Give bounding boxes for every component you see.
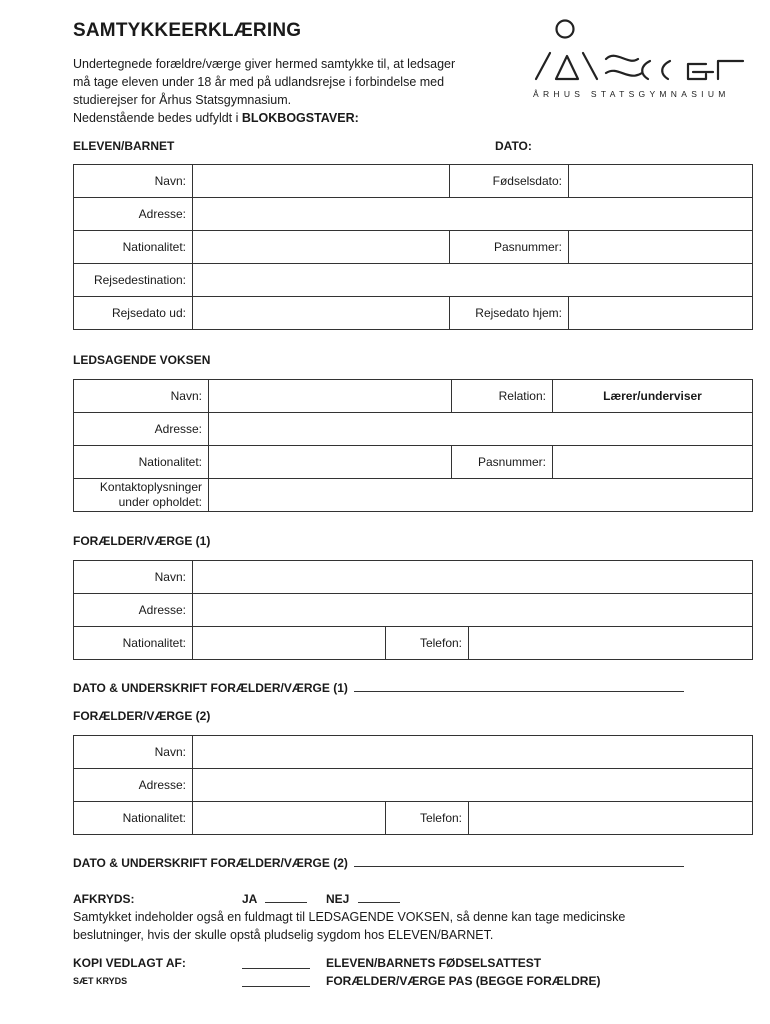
guardian1-nationality-label: Nationalitet: [74, 627, 193, 660]
escort-relation-label: Relation: [452, 380, 553, 413]
table-row [74, 165, 753, 198]
tick-label: SÆT KRYDS [73, 976, 128, 986]
instruction-line: Nedenstående bedes udfyldt i BLOKBOGSTAVER: [73, 111, 359, 125]
no-option [326, 892, 400, 906]
instruction-bold: BLOKBOGSTAVER: [241, 111, 359, 125]
consent-text [73, 908, 753, 944]
student-nationality-label: Nationalitet: [74, 231, 193, 264]
guardian1-heading: FORÆLDER/VÆRGE (1) [73, 534, 211, 548]
passport-checkbox-line[interactable] [242, 974, 310, 987]
escort-table [73, 379, 753, 512]
table-row [74, 627, 753, 660]
student-address-field[interactable] [193, 198, 753, 231]
table-row [74, 479, 753, 512]
logo-text: ÅRHUS STATSGYMNASIUM [533, 89, 730, 99]
intro-line-1: Undertegnede forældre/værge giver hermed samtykke til, at ledsager [73, 57, 456, 71]
intro-text [73, 55, 513, 127]
guardian2-address-label: Adresse: [74, 769, 193, 802]
student-heading: ELEVEN/BARNET [73, 139, 175, 153]
escort-name-label: Navn: [74, 380, 209, 413]
escort-nationality-field[interactable] [209, 446, 452, 479]
table-row [74, 561, 753, 594]
copy-label: KOPI VEDLAGT AF: [73, 956, 186, 970]
escort-heading: LEDSAGENDE VOKSEN [73, 353, 211, 367]
student-table [73, 164, 753, 330]
depart-date-label: Rejsedato ud: [74, 297, 193, 330]
check-label: AFKRYDS: [73, 892, 135, 906]
table-row [74, 198, 753, 231]
escort-contact-line-2: under opholdet: [118, 495, 202, 509]
student-name-label: Navn: [74, 165, 193, 198]
student-birthdate-field[interactable] [569, 165, 753, 198]
table-row [74, 413, 753, 446]
guardian1-nationality-field[interactable] [193, 627, 386, 660]
guardian2-name-field[interactable] [193, 736, 753, 769]
depart-date-field[interactable] [193, 297, 450, 330]
escort-contact-field[interactable] [209, 479, 753, 512]
table-row [74, 802, 753, 835]
escort-contact-label [74, 479, 209, 512]
guardian2-phone-field[interactable] [469, 802, 753, 835]
no-label: NEJ [326, 892, 350, 906]
guardian1-address-label: Adresse: [74, 594, 193, 627]
guardian2-nationality-field[interactable] [193, 802, 386, 835]
guardian1-address-field[interactable] [193, 594, 753, 627]
guardian1-name-label: Navn: [74, 561, 193, 594]
guardian2-address-field[interactable] [193, 769, 753, 802]
guardian2-table [73, 735, 753, 835]
destination-field[interactable] [193, 264, 753, 297]
guardian2-signature-line[interactable] [354, 866, 684, 867]
escort-relation-value: Lærer/underviser [553, 380, 753, 413]
guardian1-phone-field[interactable] [469, 627, 753, 660]
intro-line-2: må tage eleven under 18 år med på udlandsrejse i forbindelse med [73, 75, 445, 89]
guardian1-signature [73, 681, 684, 695]
table-row [74, 264, 753, 297]
intro-line-3: studierejser for Århus Statsgymnasium. [73, 93, 292, 107]
escort-address-label: Adresse: [74, 413, 209, 446]
passport-copy-label: FORÆLDER/VÆRGE PAS (BEGGE FORÆLDRE) [326, 974, 601, 988]
escort-address-field[interactable] [209, 413, 753, 446]
date-label: DATO: [495, 139, 532, 153]
table-row [74, 380, 753, 413]
escort-contact-line-1: Kontaktoplysninger [99, 480, 202, 494]
return-date-label: Rejsedato hjem: [450, 297, 569, 330]
escort-name-field[interactable] [209, 380, 452, 413]
escort-passport-field[interactable] [553, 446, 753, 479]
yes-checkbox-line[interactable] [265, 902, 307, 903]
guardian2-phone-label: Telefon: [386, 802, 469, 835]
consent-line-2: beslutninger, hvis der skulle opstå pludselig sygdom hos ELEVEN/BARNET. [73, 928, 494, 942]
table-row [74, 446, 753, 479]
table-row [74, 297, 753, 330]
guardian1-signature-line[interactable] [354, 691, 684, 692]
guardian2-name-label: Navn: [74, 736, 193, 769]
guardian2-signature [73, 856, 684, 870]
no-checkbox-line[interactable] [358, 902, 400, 903]
guardian1-signature-label: DATO & UNDERSKRIFT FORÆLDER/VÆRGE (1) [73, 681, 348, 695]
table-row [74, 769, 753, 802]
destination-label: Rejsedestination: [74, 264, 193, 297]
escort-nationality-label: Nationalitet: [74, 446, 209, 479]
guardian1-table [73, 560, 753, 660]
birth-certificate-label: ELEVEN/BARNETS FØDSELSATTEST [326, 956, 542, 970]
student-name-field[interactable] [193, 165, 450, 198]
guardian2-signature-label: DATO & UNDERSKRIFT FORÆLDER/VÆRGE (2) [73, 856, 348, 870]
guardian2-heading: FORÆLDER/VÆRGE (2) [73, 709, 211, 723]
birth-certificate-checkbox-line[interactable] [242, 956, 310, 969]
guardian2-nationality-label: Nationalitet: [74, 802, 193, 835]
yes-label: JA [242, 892, 257, 906]
student-birthdate-label: Fødselsdato: [450, 165, 569, 198]
page-title: SAMTYKKEERKLÆRING [73, 20, 302, 41]
logo-mark-icon [528, 16, 750, 86]
yes-option [242, 892, 307, 906]
student-nationality-field[interactable] [193, 231, 450, 264]
student-passport-label: Pasnummer: [450, 231, 569, 264]
table-row [74, 594, 753, 627]
return-date-field[interactable] [569, 297, 753, 330]
student-passport-field[interactable] [569, 231, 753, 264]
escort-passport-label: Pasnummer: [452, 446, 553, 479]
guardian1-name-field[interactable] [193, 561, 753, 594]
school-logo [528, 16, 750, 106]
consent-line-1: Samtykket indeholder også en fuldmagt til LEDSAGENDE VOKSEN, så denne kan tage medicinske [73, 910, 626, 924]
student-address-label: Adresse: [74, 198, 193, 231]
table-row [74, 231, 753, 264]
table-row [74, 736, 753, 769]
guardian1-phone-label: Telefon: [386, 627, 469, 660]
